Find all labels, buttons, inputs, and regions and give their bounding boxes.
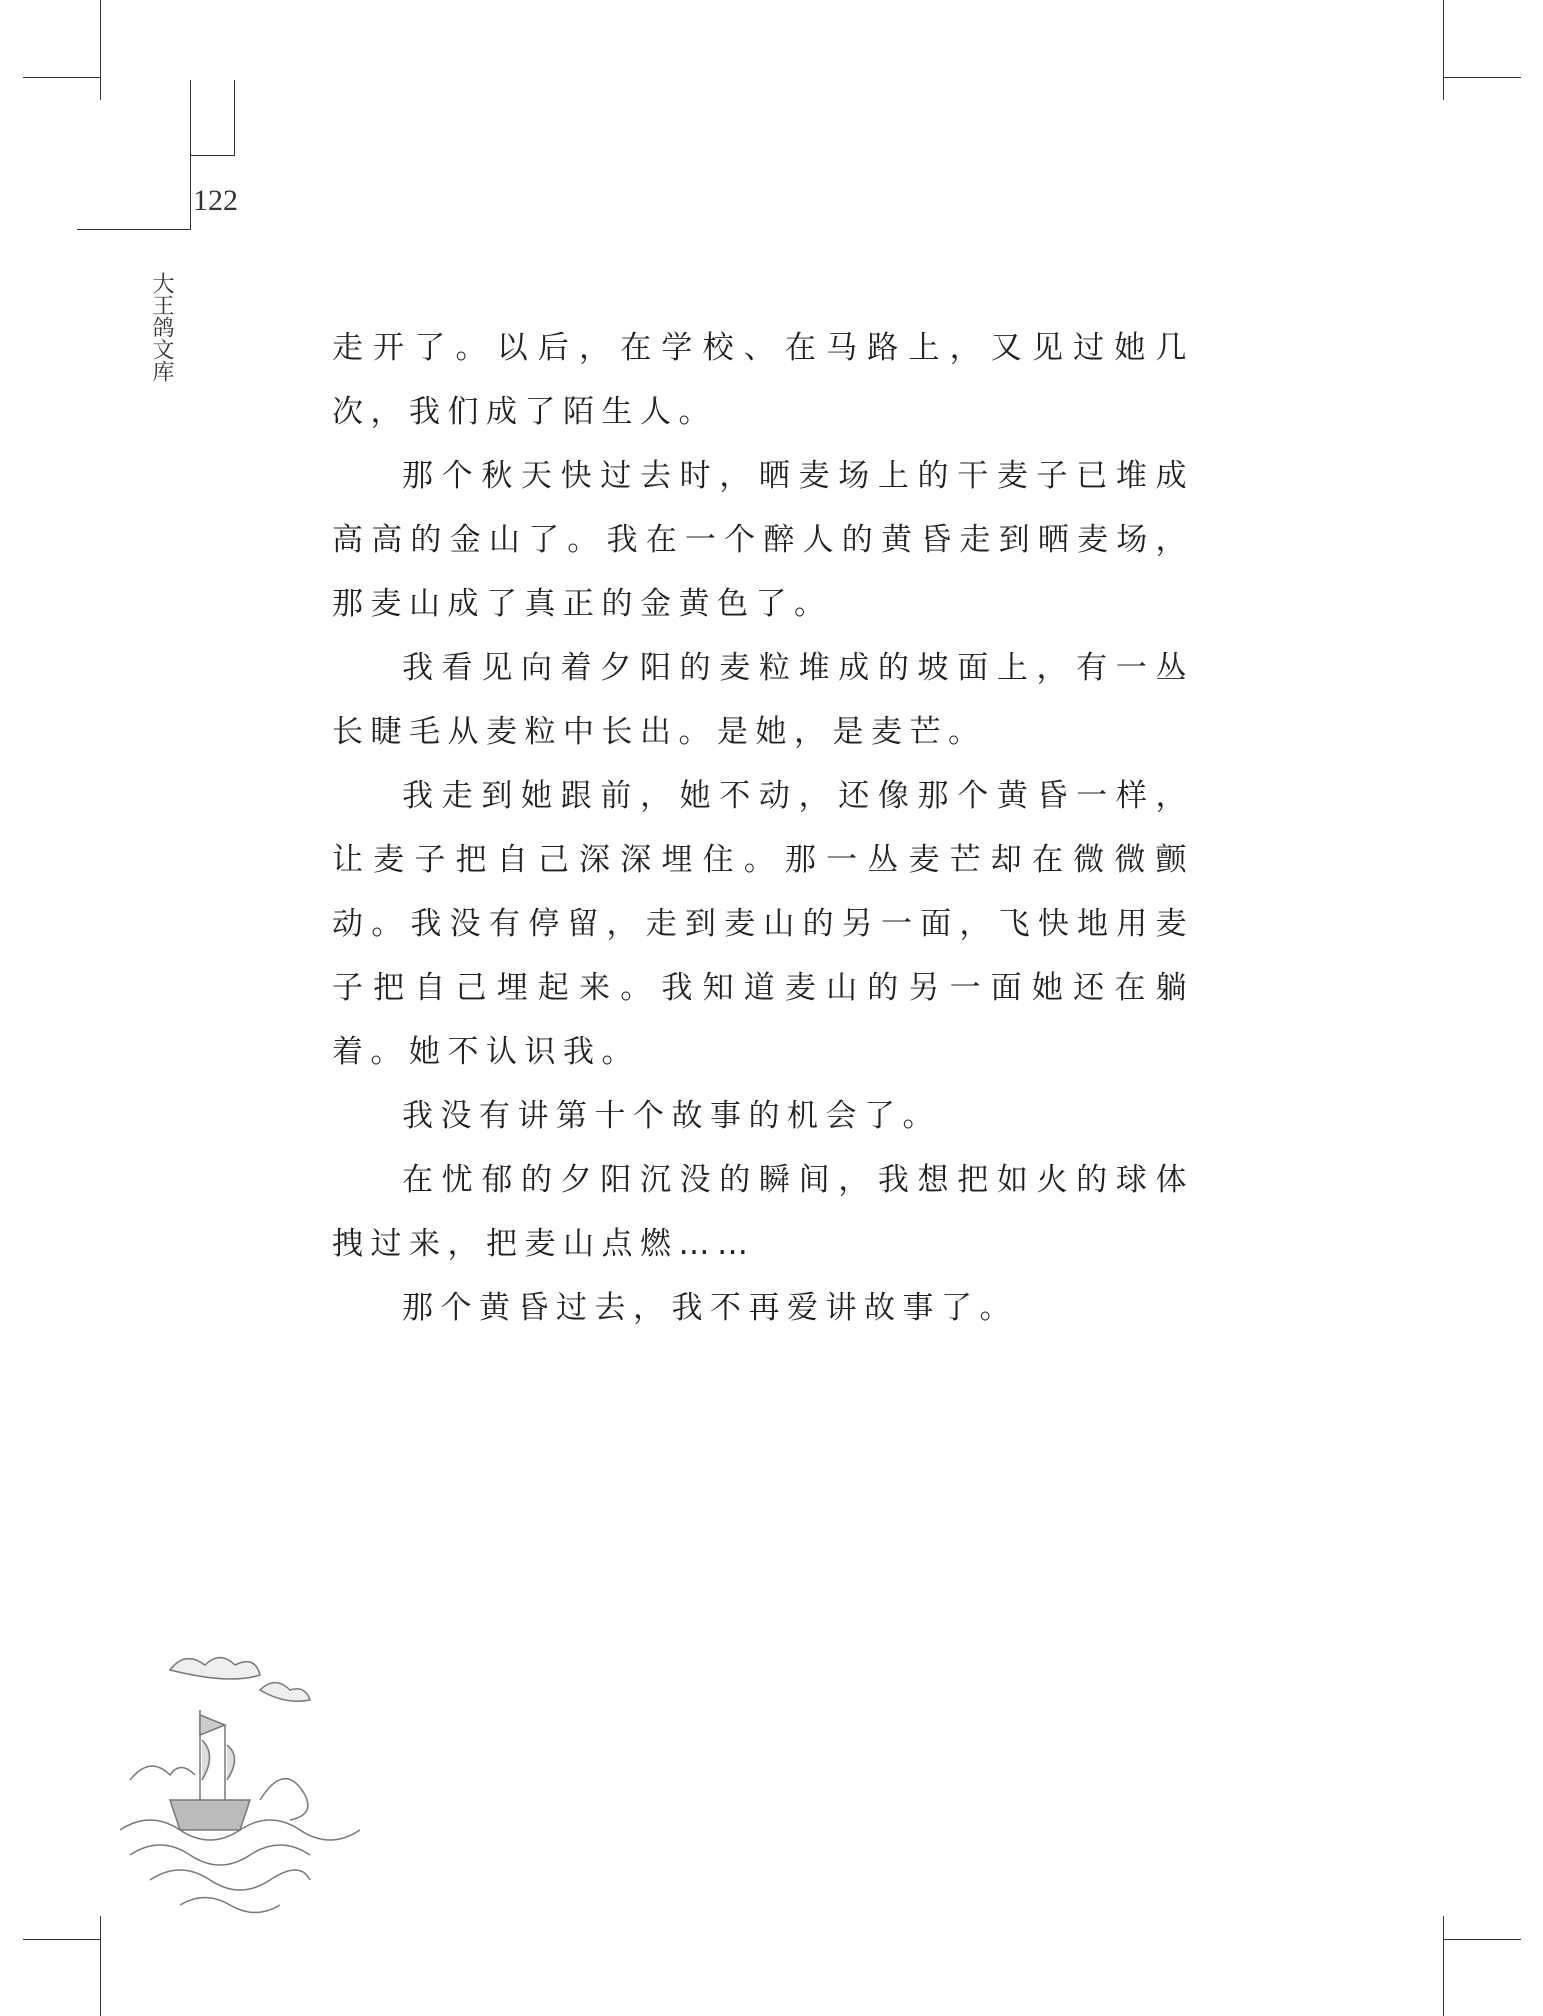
paragraph: 我看见向着夕阳的麦粒堆成的坡面上，有一丛长睫毛从麦粒中长出。是她，是麦芒。 <box>332 650 1194 750</box>
paragraph: 那个黄昏过去，我不再爱讲故事了。 <box>402 1290 1018 1326</box>
series-title: 大王鸽文库 <box>149 272 174 382</box>
paragraph: 我没有讲第十个故事的机会了。 <box>402 1098 941 1134</box>
body-text <box>332 316 1194 1340</box>
paragraph: 在忧郁的夕阳沉没的瞬间，我想把如火的球体拽过来，把麦山点燃…… <box>332 1162 1194 1262</box>
paragraph: 走开了。以后，在学校、在马路上，又见过她几次，我们成了陌生人。 <box>332 330 1194 430</box>
paragraph: 我走到她跟前，她不动，还像那个黄昏一样，让麦子把自己深深埋住。那一丛麦芒却在微微颤动。我没有停留，走到麦山的另一面，飞快地用麦子把自己埋起来。我知道麦山的另一面她还在躺着。她不认识我。 <box>332 778 1194 1070</box>
ship-illustration <box>110 1630 370 1930</box>
paragraph: 那个秋天快过去时，晒麦场上的干麦子已堆成高高的金山了。我在一个醉人的黄昏走到晒麦场，那麦山成了真正的金黄色了。 <box>332 458 1194 622</box>
page-number: 122 <box>193 184 238 217</box>
